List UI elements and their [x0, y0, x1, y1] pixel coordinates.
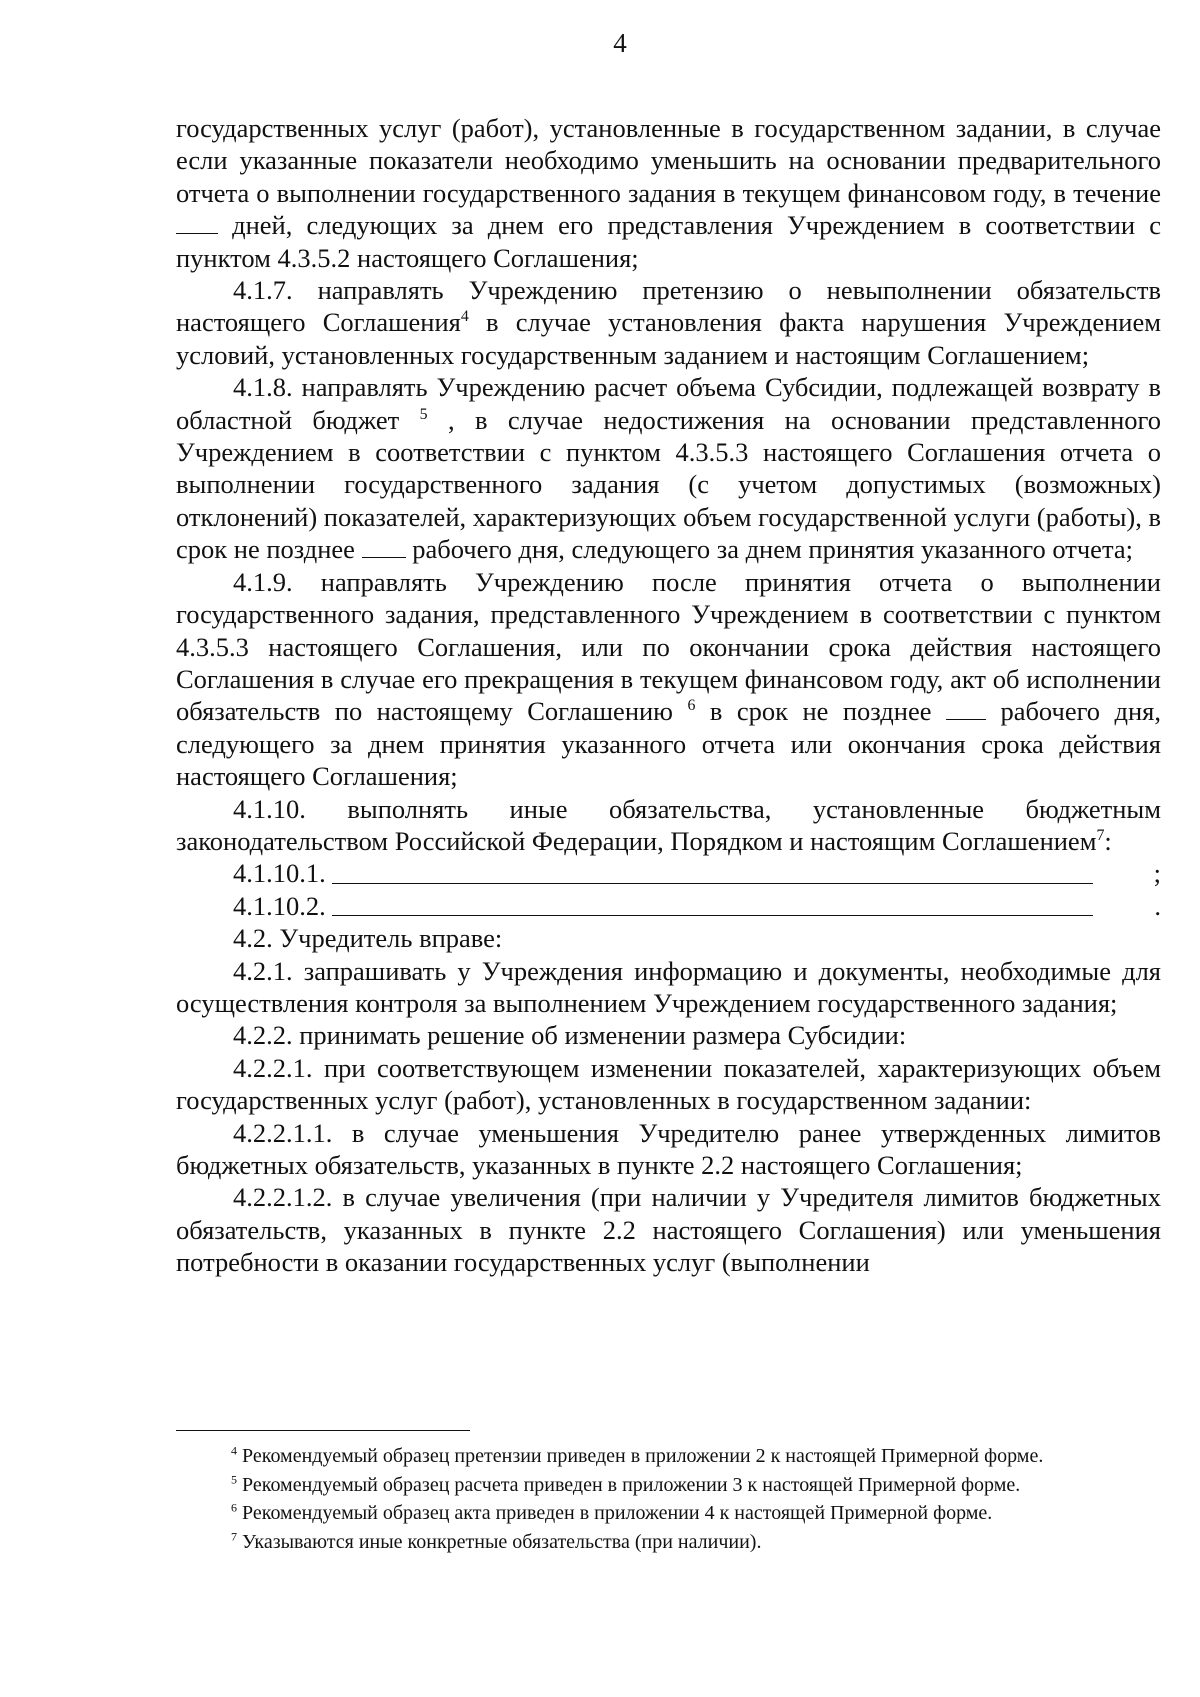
blank-field [176, 209, 218, 234]
footnote-7: $^7$ Указываются иные конкретные обязательства (при наличии). [231, 1528, 762, 1553]
paragraph-4-2-2-1-2: 4.2.2.1.2. в случае увеличения (при наличии у Учредителя лимитов бюджетных обязательств, указанных в пункте 2.2 настоящего Соглашения) или уменьшения потребности в оказании государственных услуг (выполнении [176, 1182, 1161, 1278]
footnote-number: 4 [231, 1443, 237, 1458]
paragraph-4-1-9: 4.1.9. направлять Учреждению после принятия отчета о выполнении государственного задания, представленного Учреждением в соответствии с пунктом 4.3.5.3 настоящего Соглашения, или по окончании срока действия настоящего Соглашения в случае его прекращения в текущем финансовом году, акт об исполнении обязательств по настоящему Соглашению $^6$ в срок не позднее рабочего дня, следующего за днем принятия указанного отчета или окончания срока действия настоящего Соглашения; [176, 566, 1161, 792]
paragraph-4-2-2-1: 4.2.2.1. при соответствующем изменении показателей, характеризующих объем государственных услуг (работ), установленных в государственном задании: [176, 1052, 1161, 1116]
paragraph-4-2-1: 4.2.1. запрашивать у Учреждения информацию и документы, необходимые для осуществления контроля за выполнением Учреждением государственного задания; [176, 955, 1161, 1018]
blank-field [946, 695, 986, 720]
blank-field [362, 533, 406, 558]
paragraph-4-1-8: 4.1.8. направлять Учреждению расчет объема Субсидии, подлежащей возврату в областной бюджет $^5$ , в случае недостижения на основании представленного Учреждением в соответствии с пунктом 4.3.5.3 настоящего Соглашения отчета о выполнении государственного задания (с учетом допустимых (возможных) отклонений) показателей, характеризующих объем государственной услуги (работы), в срок не позднее рабочего дня, следующего за днем принятия указанного отчета; [176, 372, 1161, 565]
footnote-separator [176, 1430, 470, 1431]
paragraph-4-2: 4.2. Учредитель вправе: [233, 923, 503, 954]
footnote-4: $^4$ Рекомендуемый образец претензии приведен в приложении 2 к настоящей Примерной форме. [231, 1443, 1044, 1467]
footnote-number: 5 [231, 1471, 237, 1486]
fill-in-line [332, 859, 1093, 884]
fill-in-line [332, 891, 1094, 916]
footnote-5: $^5$ Рекомендуемый образец расчета приведен в приложении 3 к настоящей Примерной форме. [231, 1471, 1021, 1496]
paragraph-4-1-10-1: 4.1.10.1. ; [233, 858, 1161, 889]
document-body [176, 112, 1161, 1279]
paragraph-4-2-2-1-1: 4.2.2.1.1. в случае уменьшения Учредителю ранее утвержденных лимитов бюджетных обязательств, указанных в пункте 2.2 настоящего Соглашения; [176, 1117, 1161, 1180]
footnote-number: 6 [231, 1500, 237, 1515]
page-number: 4 [613, 28, 627, 58]
footnote-ref: 5 [419, 405, 428, 423]
footnotes [231, 1442, 1161, 1556]
footnote-ref: 7 [1096, 827, 1105, 845]
footnote-ref: 6 [687, 697, 696, 715]
paragraph-4-1-10: 4.1.10. выполнять иные обязательства, установленные бюджетным законодательством Российской Федерации, Порядком и настоящим Соглашением$^7$: [176, 793, 1161, 856]
paragraph-4-1-7: 4.1.7. направлять Учреждению претензию о невыполнении обязательств настоящего Соглашения$^4$ в случае установления факта нарушения Учреждением условий, установленных государственным заданием и настоящим Соглашением; [176, 275, 1162, 370]
footnote-ref: 4 [460, 308, 469, 326]
paragraph-4-2-2: 4.2.2. принимать решение об изменении размера Субсидии: [233, 1020, 907, 1051]
paragraph-continuation: государственных услуг (работ), установленные в государственном задании, в случае если указанные показатели необходимо уменьшить на основании предварительного отчета о выполнении государственного задания в текущем финансовом году, в течение дней, следующих за днем его представления Учреждением в соответствии с пунктом 4.3.5.2 настоящего Соглашения; [176, 113, 1161, 273]
footnote-6: $^6$ Рекомендуемый образец акта приведен в приложении 4 к настоящей Примерной форме. [231, 1500, 993, 1524]
footnote-number: 7 [231, 1528, 237, 1543]
paragraph-4-1-10-2: 4.1.10.2. . [233, 890, 1161, 921]
